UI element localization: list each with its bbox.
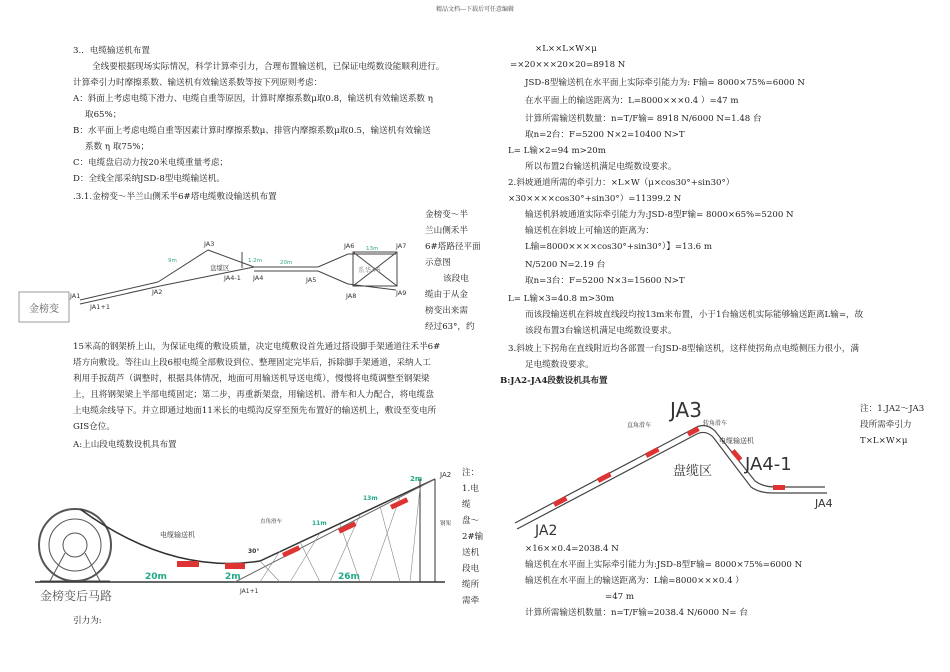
paragraph-line: GIS仓位。 [73,422,115,432]
paragraph-line: 取65%； [85,110,122,120]
left-bottom-line: 引力为: [73,616,102,626]
formula-line: 在水平面上的输送距离为：L=8000×××0.4 ）=47 m [525,96,739,106]
note-line: 缆所 [462,580,480,590]
formula-line: 取n=3台：F=5200 N×3=15600 N>T [525,276,685,286]
formula-line: 取n=2台：F=5200 N×2=10400 N>T [525,130,685,140]
node-ja1-1: JA1+1 [240,588,259,595]
formula-line: 2.斜坡通道所需的牵引力：×L×W（μ×cos30°+sin30°） [508,178,735,188]
formula-line: L输=8000××××cos30°+sin30°）】=13.6 m [525,242,713,252]
subsection-heading: A:上山段电缆数设机具布置 [73,440,177,450]
paragraph-line: A：斜面上考虑电缆下滑力、电缆自重等原因，计算时摩擦系数μ取0.8，输送机有效输送系数 η [73,94,433,104]
node-ja5: JA5 [306,276,317,284]
formula-line: 输送机在水平面上的输送距离为：L输=8000×××0.4 ） [525,576,744,586]
route-plan-diagram [18,222,418,332]
node-ja7: JA7 [396,242,407,250]
dim-2m-top: 2m [410,475,423,483]
formula-line: 输送机斜坡通道实际牵引能力为:JSD-8型F输= 8000×65%=5200 N [525,210,794,220]
dim-11m: 11m [312,520,327,527]
node-ja4: JA4 [253,274,264,282]
ja2-ja4-diagram [505,395,850,540]
formula-line: L= L输×2=94 m>20m [508,146,606,156]
note-line: 送机 [462,548,480,558]
node-ja4: JA4 [815,497,833,510]
subsection-heading: .3.1.金榜变～半兰山侧禾半6#塔电缆敷设输送机布置 [73,192,277,202]
paragraph-line: 全线要根据现场实际情况，科学计算牵引力，合理布置输送机，已保证电缆数设能顺利进行。 [92,62,445,72]
side-text-line: 榜变出来需 [425,306,468,316]
side-text-line: 该段电 [443,274,469,284]
dim-20m: 20m [280,260,293,266]
dim-26m: 26m [338,572,360,582]
formula-line: 输送机在水平面上实际牵引能力为:JSD-8型F输= 8000×75%=6000 N [525,560,803,570]
note-line: 注：1.JA2～JA3 [860,404,925,414]
formula-line: ×L××L×W×μ [535,44,597,54]
paragraph-line: 上电缆余线导下。并立即通过地面11米长的电缆沟反穿至预先布置好的输送机上，敷设至变电所 [73,406,437,416]
side-text-line: 经过63°，约 [425,322,475,332]
node-ja3: JA3 [204,240,215,248]
formula-line: =47 m [605,592,635,602]
dim-1-2m: 1.2m [248,258,263,264]
formula-line: 该段布置3台输送机满足电缆数设要求。 [525,326,677,336]
formula-line: JSD-8型输送机在水平面上实际牵引能力为: F输= 8000×75%=6000 N [525,78,805,88]
node-ja6: JA6 [344,242,355,250]
formula-line: 计算所需输送机数量：n=T/F输=2038.4 N/6000 N= 台 [525,608,748,618]
formula-line: 所以布置2台输送机满足电缆数设要求。 [525,162,677,172]
node-ja9: JA9 [396,289,407,297]
dim-2m: 2m [225,572,241,582]
formula-line: 计算所需输送机数量：n=T/F输= 8918 N/6000 N=1.48 台 [525,114,762,124]
formula-line: =×20×××20×20=8918 N [510,60,626,70]
formula-line: ×16××0.4=2038.4 N [525,544,619,554]
dim-20m: 20m [145,572,167,582]
paragraph-line: D：全线全部采纳JSD-8型电缆输送机。 [73,174,225,184]
dim-9m: 9m [168,258,177,264]
machine-label: 电缆输送机 [160,531,195,539]
note-line: 1.电 [462,484,479,494]
formula-line: 3.斜坡上下拐角在直线附近均各部置一台JSD-8型输送机，这样使拐角点电缆侧压力很小，满 [508,344,859,354]
note-line: 2#输 [462,532,484,542]
tower-label: 系华#6 [358,266,381,274]
formula-line: 而该段输送机在斜坡直线段均按13m来布置，小于1台输送机实际能够输送距离L输=，故 [525,310,864,320]
formula-line: 足电缆数设要求。 [525,360,594,370]
note-line: 盘～ [462,516,480,526]
paragraph-line: 计算牵引力时摩擦系数、输送机有效输送系数等按下列原则考虑： [73,78,323,88]
formula-line: L= L输×3=40.8 m>30m [508,294,615,304]
node-ja1-1: JA1+1 [90,303,110,311]
angle-30: 30° [248,548,260,555]
cable-drum-icon [39,509,111,581]
node-ja2: JA2 [152,288,163,296]
side-text-line: 金榜变～半 [425,210,468,220]
paragraph-line: C：电缆盘启动力按20米电缆重量考虑； [73,158,229,168]
formula-line: N/5200 N=2.19 台 [525,260,606,270]
pulley-label: 直角滑车 [260,519,283,525]
node-ja8: JA8 [346,292,357,300]
substation-label: 金榜变 [29,304,59,315]
machine-label: 电缆输送机 [719,437,754,445]
cable-area-label: 盘缆区 [673,464,713,479]
node-ja3: JA3 [670,398,702,422]
subsection-heading: B:JA2-JA4段数设机具布置 [500,376,608,386]
node-ja2: JA2 [440,471,452,479]
formula-line: 输送机在斜坡上可输送的距离为： [525,226,654,236]
node-ja4-1: JA4-1 [745,454,792,475]
side-text-line: 6#塔路径平面 [425,242,481,252]
page-header: 精品文档---下载后可任意编辑 [435,6,515,13]
note-line: T×L×W×μ [860,436,908,446]
node-ja4-1: JA4-1 [224,274,241,282]
note-line: 段所需牵引力 [860,420,912,430]
node-ja2: JA2 [535,523,558,539]
paragraph-line: 15米高的钢架桥上山，为保证电缆的敷设质量，决定电缆敷设首先通过搭设脚手架通道往禾半6# [73,342,441,352]
paragraph-line: 塔方向敷设。等往山上段6根电缆全部敷设到位、整理固定完毕后，拆除脚手架通道，采纳人工 [73,358,431,368]
note-line: 需牵 [462,596,480,606]
corner-pulley-label: 转角滑车 [703,420,728,427]
section-heading: 3.．电缆输送机布置 [73,46,150,56]
side-text-line: 缆由于从金 [425,290,468,300]
frame-label: 钢架 [440,521,452,527]
paragraph-line: 利用手扳葫芦（调整时，根据具体情况，地面可用输送机导送电缆），慢慢将电缆调整至钢架梁 [73,374,430,384]
side-text-line: 兰山侧禾半 [425,226,468,236]
uphill-layout-diagram [20,465,460,610]
note-line: 缆 [462,500,471,510]
node-ja1: JA1 [70,292,81,300]
dim-13m: 13m [363,495,378,502]
paragraph-line: 系数 η 取75%； [85,142,150,152]
note-line: 段电 [462,564,480,574]
formula-line: ×30××××cos30°+sin30°）=11399.2 N [508,194,682,204]
road-label: 金榜变后马路 [40,589,113,603]
pulley-label: 直角滑车 [627,422,652,429]
dim-13m: 13m [366,246,379,252]
cable-area-label: 盘缆区 [210,264,230,272]
side-text-line: 示意图 [425,258,451,268]
paragraph-line: B：水平面上考虑电缆自重等因素计算时摩擦系数μ、排管内摩擦系数μ取0.5，输送机有效输送 [73,126,431,136]
paragraph-line: 上，且将钢架梁上半部电缆固定；第二步，再重新架盘，用输送机、滑车和人力配合，将电缆盘 [73,390,434,400]
note-line: 注： [462,468,480,478]
